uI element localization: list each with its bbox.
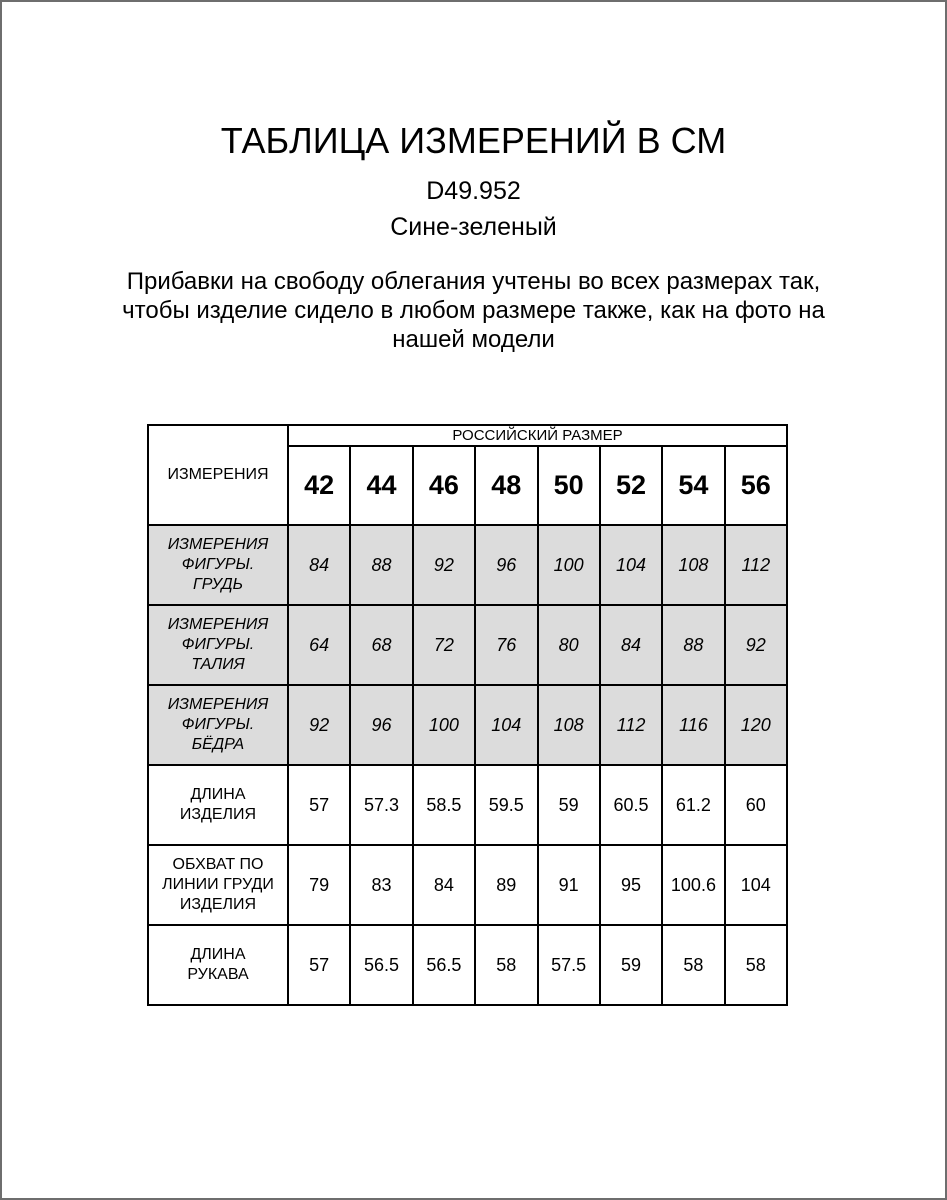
cell-value: 84: [288, 525, 350, 605]
cell-value: 100: [538, 525, 600, 605]
size-column-header: 46: [413, 446, 475, 525]
row-label: ИЗМЕРЕНИЯ ФИГУРЫ. ТАЛИЯ: [148, 605, 288, 685]
cell-value: 57: [288, 925, 350, 1005]
size-column-header: 50: [538, 446, 600, 525]
cell-value: 72: [413, 605, 475, 685]
cell-value: 58: [725, 925, 787, 1005]
table-row: [148, 765, 787, 845]
cell-value: 112: [725, 525, 787, 605]
cell-value: 58: [475, 925, 537, 1005]
cell-value: 120: [725, 685, 787, 765]
cell-value: 92: [725, 605, 787, 685]
cell-value: 56.5: [350, 925, 412, 1005]
cell-value: 79: [288, 845, 350, 925]
cell-value: 96: [475, 525, 537, 605]
cell-value: 83: [350, 845, 412, 925]
cell-value: 95: [600, 845, 662, 925]
cell-value: 57.3: [350, 765, 412, 845]
measurements-header-cell: ИЗМЕРЕНИЯ: [148, 425, 288, 525]
size-column-header: 56: [725, 446, 787, 525]
measurement-table-body: [148, 525, 787, 1005]
cell-value: 80: [538, 605, 600, 685]
size-column-header: 42: [288, 446, 350, 525]
measurement-table: [147, 424, 788, 1006]
cell-value: 100: [413, 685, 475, 765]
cell-value: 60.5: [600, 765, 662, 845]
cell-value: 68: [350, 605, 412, 685]
cell-value: 112: [600, 685, 662, 765]
cell-value: 88: [350, 525, 412, 605]
cell-value: 57.5: [538, 925, 600, 1005]
cell-value: 61.2: [662, 765, 724, 845]
cell-value: 60: [725, 765, 787, 845]
row-label: ДЛИНА РУКАВА: [148, 925, 288, 1005]
cell-value: 100.6: [662, 845, 724, 925]
cell-value: 104: [725, 845, 787, 925]
cell-value: 108: [538, 685, 600, 765]
cell-value: 59: [538, 765, 600, 845]
cell-value: 58.5: [413, 765, 475, 845]
cell-value: 91: [538, 845, 600, 925]
fit-note-line: Прибавки на свободу облегания учтены во всех размерах так,: [126, 268, 821, 295]
cell-value: 104: [600, 525, 662, 605]
product-code: D49.952: [426, 177, 521, 205]
fit-note-line: чтобы изделие сидело в любом размере также, как на фото на: [122, 297, 825, 324]
cell-value: 58: [662, 925, 724, 1005]
cell-value: 116: [662, 685, 724, 765]
row-label: ОБХВАТ ПО ЛИНИИ ГРУДИ ИЗДЕЛИЯ: [148, 845, 288, 925]
cell-value: 59.5: [475, 765, 537, 845]
size-column-header: 48: [475, 446, 537, 525]
cell-value: 89: [475, 845, 537, 925]
fit-note-line: нашей модели: [392, 326, 555, 353]
table-row: [148, 845, 787, 925]
cell-value: 96: [350, 685, 412, 765]
cell-value: 104: [475, 685, 537, 765]
russian-size-header-cell: РОССИЙСКИЙ РАЗМЕР: [288, 425, 787, 446]
cell-value: 92: [413, 525, 475, 605]
cell-value: 76: [475, 605, 537, 685]
cell-value: 59: [600, 925, 662, 1005]
table-row: [148, 925, 787, 1005]
row-label: ИЗМЕРЕНИЯ ФИГУРЫ. БЁДРА: [148, 685, 288, 765]
size-group-header-row: [148, 425, 787, 446]
table-row: [148, 685, 787, 765]
cell-value: 56.5: [413, 925, 475, 1005]
cell-value: 88: [662, 605, 724, 685]
table-row: [148, 525, 787, 605]
page-title: ТАБЛИЦА ИЗМЕРЕНИЙ В СМ: [220, 120, 727, 161]
size-column-header: 44: [350, 446, 412, 525]
fit-note: [2, 267, 945, 354]
row-label: ДЛИНА ИЗДЕЛИЯ: [148, 765, 288, 845]
cell-value: 84: [413, 845, 475, 925]
table-row: [148, 605, 787, 685]
cell-value: 108: [662, 525, 724, 605]
cell-value: 92: [288, 685, 350, 765]
size-column-header: 54: [662, 446, 724, 525]
size-column-header: 52: [600, 446, 662, 525]
cell-value: 57: [288, 765, 350, 845]
cell-value: 84: [600, 605, 662, 685]
row-label: ИЗМЕРЕНИЯ ФИГУРЫ. ГРУДЬ: [148, 525, 288, 605]
color-name: Сине-зеленый: [390, 213, 557, 241]
cell-value: 64: [288, 605, 350, 685]
